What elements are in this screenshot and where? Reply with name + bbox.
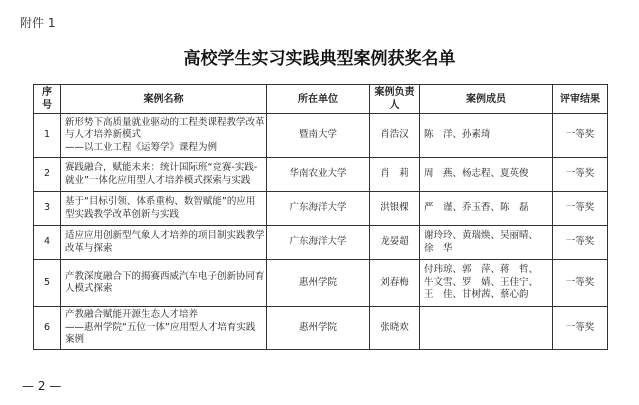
leader: 洪银棵 — [370, 192, 420, 226]
unit: 惠州学院 — [267, 260, 370, 307]
members-line: 王 佳、甘树茜、蔡心韵 — [424, 289, 529, 301]
case-name-line: 型实践教学改革创新与实践 — [65, 208, 180, 220]
leader: 龙晏超 — [370, 226, 420, 260]
table-row — [34, 114, 608, 158]
result: 一等奖 — [553, 260, 608, 307]
case-name — [61, 307, 267, 350]
result: 一等奖 — [553, 114, 608, 158]
members-line: 谢玲玲、黄瑞焕、吴丽晴、 — [424, 230, 539, 242]
members — [420, 307, 553, 350]
header-result: 评审结果 — [553, 85, 608, 114]
table-header-row — [34, 85, 608, 114]
page-number: — 2 — — [22, 379, 62, 393]
case-name — [61, 192, 267, 226]
result: 一等奖 — [553, 307, 608, 350]
case-name-line: 人模式探索 — [65, 283, 113, 294]
unit: 华南农业大学 — [267, 158, 370, 192]
row-no: 5 — [34, 260, 61, 307]
header-leader: 案例负责人 — [370, 85, 420, 114]
members — [420, 260, 553, 307]
header-unit: 所在单位 — [267, 85, 370, 114]
unit: 广东海洋大学 — [267, 226, 370, 260]
case-name-line: 赛践融合，赋能未来：统计国际班“竞赛-实践- — [65, 162, 258, 174]
unit: 广东海洋大学 — [267, 192, 370, 226]
leader: 肖浩汉 — [370, 114, 420, 158]
header-name: 案例名称 — [61, 85, 267, 114]
row-no: 6 — [34, 307, 61, 350]
row-no: 3 — [34, 192, 61, 226]
case-name-line: 新形势下高质量就业驱动的工程类课程教学改革 — [65, 116, 265, 128]
members-line: 付玮琼、郭 萍、蒋 哲、 — [424, 264, 539, 276]
result: 一等奖 — [553, 226, 608, 260]
case-name-line: 基于“目标引领、体系重构、数智赋能”的应用 — [65, 196, 256, 208]
table-row — [34, 158, 608, 192]
members — [420, 226, 553, 260]
members — [420, 114, 553, 158]
case-name-line: ——惠州学院“五位一体”应用型人才培育实践 — [65, 321, 256, 333]
case-name — [61, 114, 267, 158]
case-name — [61, 158, 267, 192]
row-no: 2 — [34, 158, 61, 192]
leader: 肖 莉 — [370, 158, 420, 192]
result: 一等奖 — [553, 192, 608, 226]
case-name-line: 产教融合赋能开源生态人才培养 — [65, 309, 199, 321]
unit: 暨南大学 — [267, 114, 370, 158]
table-row — [34, 192, 608, 226]
header-members: 案例成员 — [420, 85, 553, 114]
case-name-line: 适应应用创新型气象人才培养的项目制实践教学 — [65, 230, 265, 242]
award-table — [33, 84, 608, 350]
leader: 张晓欢 — [370, 307, 420, 350]
page-title: 高校学生实习实践典型案例获奖名单 — [183, 49, 456, 69]
case-name-line: ——以工业工程《运筹学》课程为例 — [65, 141, 218, 153]
attachment-label: 附件 1 — [20, 16, 56, 30]
row-no: 1 — [34, 114, 61, 158]
members-line: 严 谨、乔玉香、陈 磊 — [424, 202, 529, 214]
members-line: 牛文雪、罗 婧、王佳宁、 — [424, 276, 539, 288]
row-no: 4 — [34, 226, 61, 260]
members — [420, 158, 553, 192]
members-line: 周 燕、杨志程、夏英俊 — [424, 168, 529, 180]
members-line: 陈 洋、孙素琦 — [424, 129, 491, 141]
result: 一等奖 — [553, 158, 608, 192]
case-name-line: 就业”一体化应用型人才培养模式探索与实践 — [65, 174, 251, 186]
case-name — [61, 260, 267, 307]
case-name-line: 改革与探索 — [65, 242, 113, 254]
members — [420, 192, 553, 226]
unit: 惠州学院 — [267, 307, 370, 350]
case-name-line: 与人才培养新模式 — [65, 129, 142, 141]
leader: 刘春梅 — [370, 260, 420, 307]
members-line: 徐 华 — [424, 242, 453, 254]
case-name-line: 产教深度融合下的揭赛西威汽车电子创新协同育 — [65, 270, 265, 282]
table-row — [34, 226, 608, 260]
case-name — [61, 226, 267, 260]
header-no: 序号 — [34, 85, 61, 114]
case-name-line: 案例 — [65, 334, 85, 346]
table-row — [34, 307, 608, 350]
table-row — [34, 260, 608, 307]
